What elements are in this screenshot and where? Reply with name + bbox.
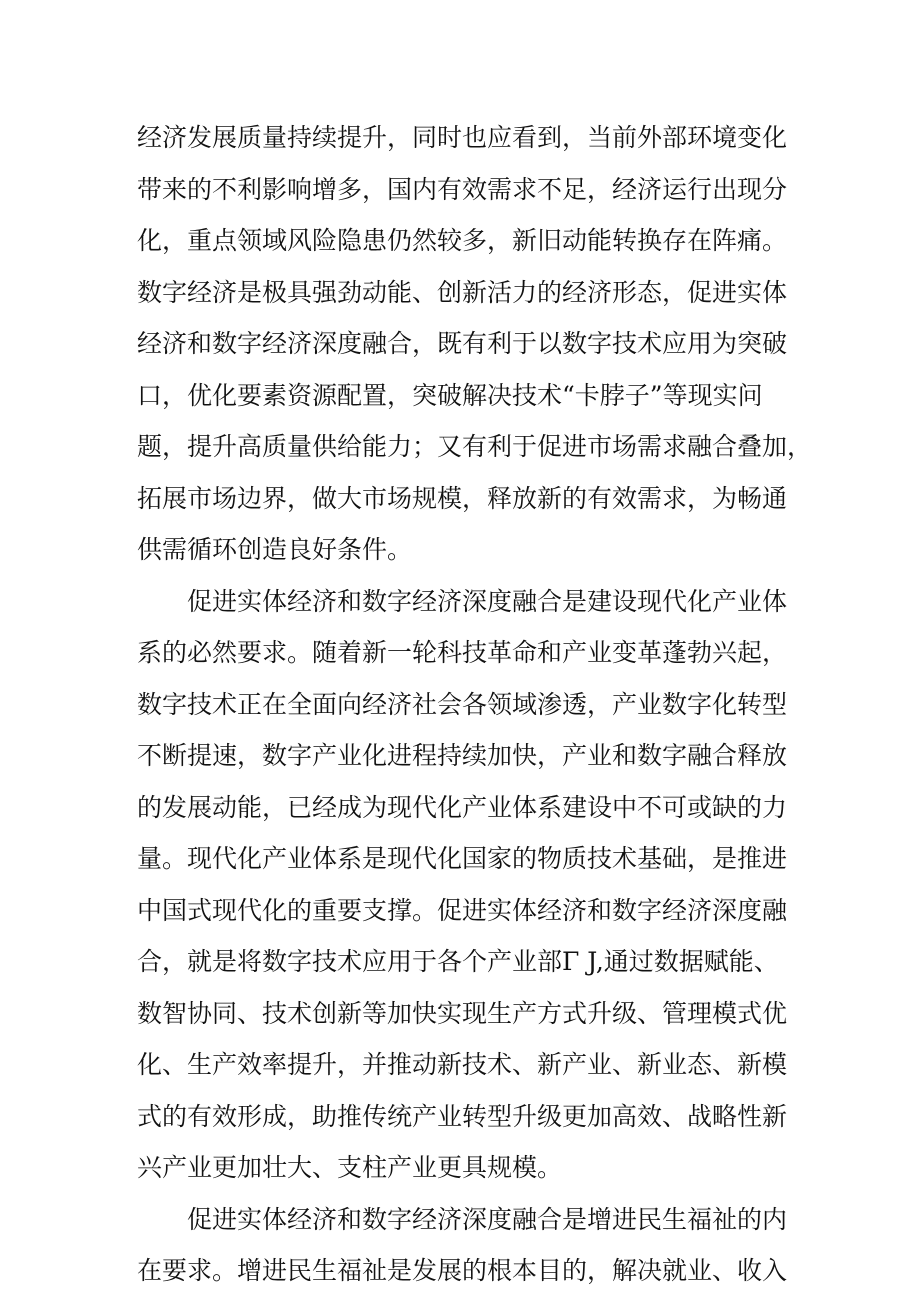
- paragraph-1: [137, 112, 813, 576]
- paragraph-2: [137, 576, 797, 1194]
- text-line: 兴产业更加壮大、支柱产业更具规模。: [137, 1153, 563, 1182]
- document-body: [137, 112, 813, 1297]
- text-line: 在要求。增进民生福祉是发展的根本目的，解决就业、收入: [137, 1256, 788, 1285]
- text-line: 的发展动能，已经成为现代化产业体系建设中不可或缺的力: [137, 792, 788, 822]
- text-line: 经济发展质量持续提升，同时也应看到，当前外部环境变化: [137, 123, 788, 152]
- text-line: 拓展市场边界，做大市场规模，释放新的有效需求，为畅通: [137, 483, 788, 513]
- text-line: 数智协同、技术创新等加快实现生产方式升级、管理模式优: [137, 998, 788, 1028]
- text-line: 不断提速，数字产业化进程持续加快，产业和数字融合释放: [137, 741, 788, 770]
- text-line: 式的有效形成，助推传统产业转型升级更加高效、战略性新: [137, 1101, 788, 1131]
- text-line: 数字技术正在全面向经济社会各领域渗透，产业数字化转型: [137, 689, 788, 719]
- text-line: 合，就是将数字技术应用于各个产业部Γ J,通过数据赋能、: [137, 947, 779, 976]
- text-line-first-indented: 促进实体经济和数字经济深度融合是增进民生福祉的内: [187, 1204, 788, 1234]
- text-line: 化、生产效率提升，并推动新技术、新产业、新业态、新模: [137, 1050, 788, 1079]
- text-line: 数字经济是极具强劲动能、创新活力的经济形态，促进实体: [137, 277, 788, 307]
- text-line: 带来的不利影响增多，国内有效需求不足，经济运行出现分: [137, 174, 788, 204]
- text-line: 供需循环创造良好条件。: [137, 535, 413, 564]
- text-line: 中国式现代化的重要支撑。促进实体经济和数字经济深度融: [137, 895, 788, 925]
- paragraph-3: [137, 1194, 797, 1297]
- text-line: 口，优化要素资源配置，突破解决技术“卡脖子”等现实问: [137, 380, 763, 410]
- text-line: 经济和数字经济深度融合，既有利于以数字技术应用为突破: [137, 329, 788, 358]
- text-line: 题，提升高质量供给能力；又有利于促进市场需求融合叠加，: [137, 432, 813, 461]
- text-line: 系的必然要求。随着新一轮科技革命和产业变革蓬勃兴起，: [137, 638, 788, 667]
- text-line-first-indented: 促进实体经济和数字经济深度融合是建设现代化产业体: [187, 586, 788, 616]
- text-line: 量。现代化产业体系是现代化国家的物质技术基础，是推进: [137, 844, 788, 873]
- text-line: 化，重点领域风险隐患仍然较多，新旧动能转换存在阵痛。: [137, 226, 788, 255]
